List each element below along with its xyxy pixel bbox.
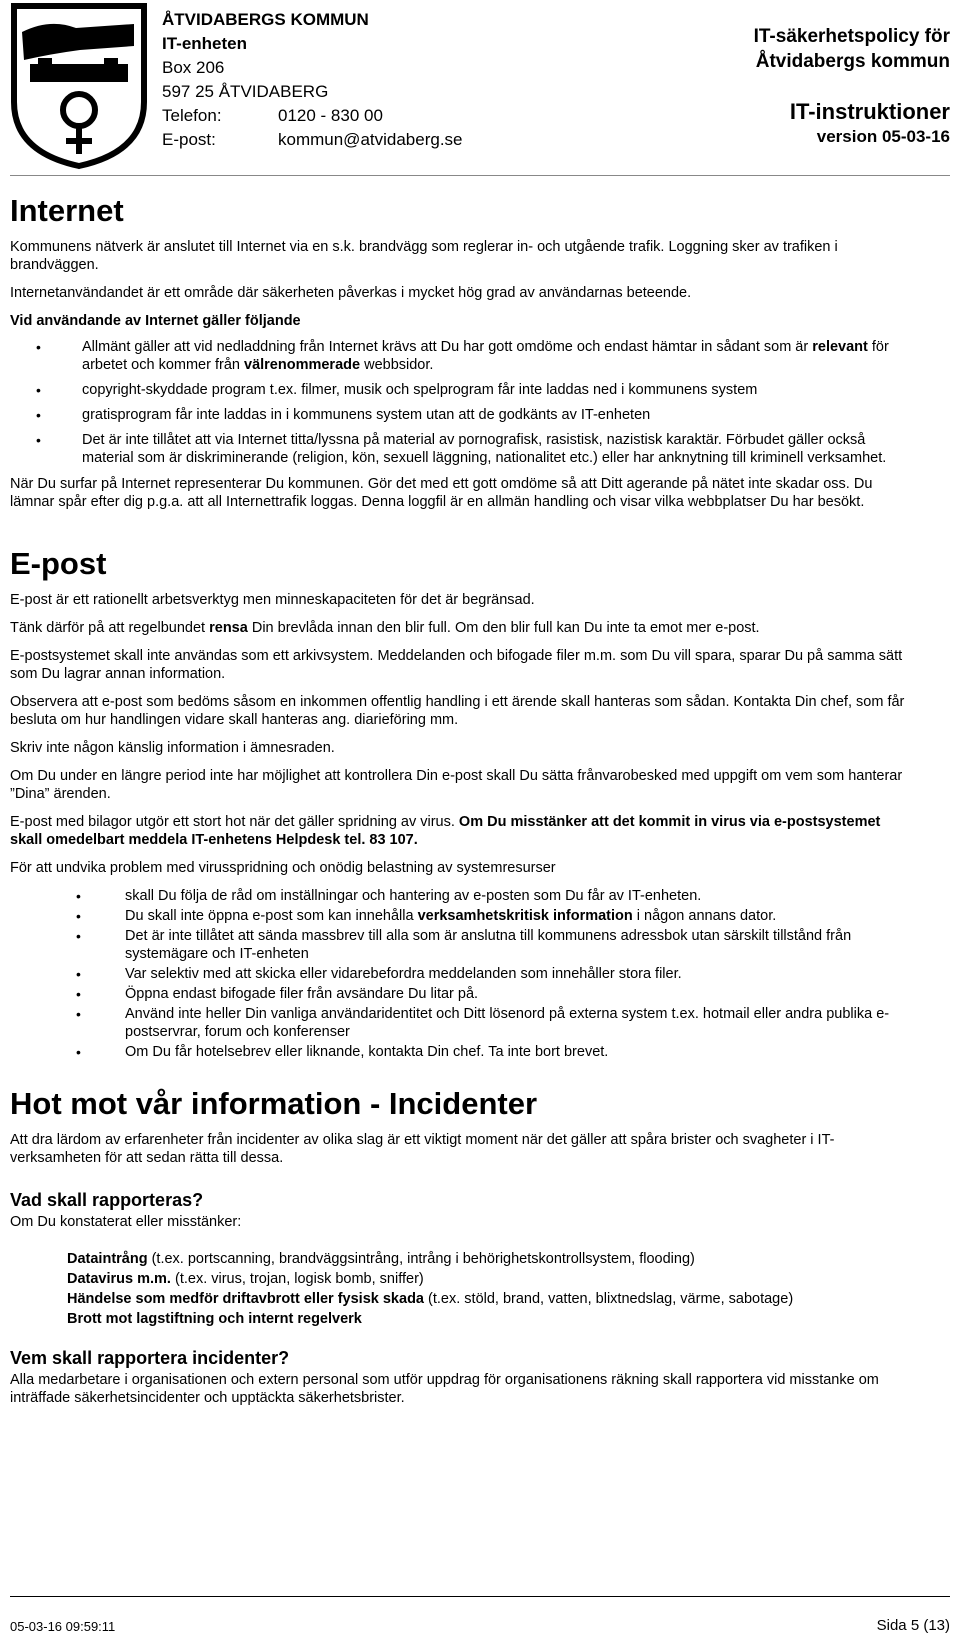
list-item: • Var selektiv med att skicka eller vidarebefordra meddelanden som innehåller stora filer. <box>10 965 910 983</box>
epost-paragraph-3: E-postsystemet skall inte användas som ett arkivsystem. Meddelanden och bifogade filer m.m. som Du vill spara, sparar Du på samma sätt som Du lagrar annan information. <box>10 648 903 682</box>
text-span: Allmänt gäller att vid nedladdning från Internet krävs att Du har gott omdöme och endast hämtar in sådant som är <box>82 339 813 355</box>
list-item <box>10 907 910 925</box>
epost-paragraph-7 <box>10 813 910 849</box>
phone-number: 0120 - 830 00 <box>278 106 383 125</box>
version-text: version 05-03-16 <box>816 127 950 146</box>
list-item: • Det är inte tillåtet att sända massbrev till alla som är anslutna till kommunens adressbok utan särskilt tillstånd från systemägare och IT-enheten <box>10 927 910 963</box>
bold-span: Brott mot lagstiftning och internt regelverk <box>67 1311 362 1327</box>
text-span: E-post med bilagor utgör ett stort hot när det gäller spridning av virus. <box>10 814 459 830</box>
epost-paragraph-4: Observera att e-post som bedöms såsom en inkommen offentlig handling i ett ärende skall hanteras som sådan. Kontakta Din chef, som får besluta om hur handlingen vidare skall hanteras ang. diarieföring mm. <box>10 694 905 728</box>
phone-label: Telefon: <box>162 106 222 125</box>
text-span: i någon annans dator. <box>632 908 777 924</box>
bold-span: Datavirus m.m. <box>67 1271 171 1287</box>
heading-who-reports: Vem skall rapportera incidenter? <box>10 1348 290 1368</box>
postal-address: 597 25 ÅTVIDABERG <box>162 82 329 101</box>
document-body <box>10 192 910 1417</box>
bold-span: relevant <box>812 339 868 355</box>
list-item <box>10 338 910 374</box>
bold-span: välrenommerade <box>244 357 361 373</box>
internet-paragraph-2: Internetanvändandet är ett område där säkerheten påverkas i mycket hög grad av användarnas beteende. <box>10 285 692 301</box>
list-item: • Om Du får hotelsebrev eller liknande, kontakta Din chef. Ta inte bort brevet. <box>10 1043 910 1061</box>
internet-rules-title: Vid användande av Internet gäller följande <box>10 313 301 329</box>
epost-paragraph-2 <box>10 619 910 637</box>
text-span: Din brevlåda innan den blir full. Om den blir full kan Du inte ta emot mer e-post. <box>247 620 760 636</box>
epost-rules-list <box>10 887 910 1061</box>
email-row <box>162 128 463 152</box>
incident-type <box>67 1249 910 1269</box>
incident-type <box>67 1309 910 1329</box>
page-footer <box>10 1596 950 1634</box>
organization-address <box>162 8 463 152</box>
internet-paragraph-3: När Du surfar på Internet representerar Du kommunen. Gör det med ett gott omdöme så att Ditt agerande på nätet inte skadar oss. Du lämnar spår efter dig p.g.a. att all Internettrafik loggas. Denna loggfil är en allmän handling och visar vilka webbplatser Du har besökt. <box>10 476 873 510</box>
list-item: • gratisprogram får inte laddas in i kommunens system utan att de godkänts av IT-enheten <box>10 406 910 424</box>
incidents-paragraph-1: Att dra lärdom av erfarenheter från incidenter av olika slag är ett viktigt moment när det gäller att spåra brister och svagheter i IT-verksamheten för att sedan rätta till dessa. <box>10 1132 835 1166</box>
department: IT-enheten <box>162 34 248 53</box>
list-item: • Använd inte heller Din vanliga användaridentitet och Ditt lösenord på externa system t.ex. hotmail eller andra publika e-postservrar, forum och konferenser <box>10 1005 910 1041</box>
incident-types-list <box>67 1249 910 1329</box>
internet-paragraph-1: Kommunens nätverk är anslutet till Internet via en s.k. brandvägg som reglerar in- och utgående trafik. Loggning sker av trafiken i brandväggen. <box>10 239 838 273</box>
heading-what-to-report: Vad skall rapporteras? <box>10 1190 204 1210</box>
what-to-report-intro: Om Du konstaterat eller misstänker: <box>10 1214 242 1230</box>
internet-rules-list <box>10 338 910 467</box>
heading-epost: E-post <box>10 546 107 581</box>
document-subtitle <box>790 98 950 148</box>
text-span: (t.ex. virus, trojan, logisk bomb, sniffer) <box>170 1271 424 1287</box>
org-name: ÅTVIDABERGS KOMMUN <box>162 10 369 29</box>
email-label: E-post: <box>162 130 216 149</box>
heading-internet: Internet <box>10 193 124 228</box>
document-title-line2: Åtvidabergs kommun <box>755 51 950 72</box>
text-span: (t.ex. portscanning, brandväggsintrång, intrång i behörighetskontrollsystem, flooding) <box>147 1251 695 1267</box>
bold-span: verksamhetskritisk information <box>417 908 633 924</box>
list-item: • copyright-skyddade program t.ex. filmer, musik och spelprogram får inte laddas ned i kommunens system <box>10 381 910 399</box>
list-item: • Öppna endast bifogade filer från avsändare Du litar på. <box>10 985 910 1003</box>
incident-type <box>67 1269 910 1289</box>
list-item: • Det är inte tillåtet att via Internet titta/lyssna på material av pornografisk, rasistisk, nazistisk karaktär. Förbudet gäller också material som är diskriminerande (religion, kön, sexuell läggning, nationalitet etc.) eller har anknytning till kriminell verksamhet. <box>10 431 910 467</box>
header-divider <box>10 175 950 176</box>
email-address[interactable]: kommun@atvidaberg.se <box>278 130 463 149</box>
phone-row <box>162 104 463 128</box>
bold-span: rensa <box>209 620 248 636</box>
bold-span: Dataintrång <box>67 1251 148 1267</box>
postbox: Box 206 <box>162 58 225 77</box>
epost-paragraph-6: Om Du under en längre period inte har möjlighet att kontrollera Din e-post skall Du sätta frånvarobesked med uppgift om vem som hanterar ”Dina” ärenden. <box>10 768 903 802</box>
epost-paragraph-1: E-post är ett rationellt arbetsverktyg men minneskapaciteten för det är begränsad. <box>10 592 535 608</box>
text-span: för arbetet och kommer från <box>82 339 889 373</box>
incident-type <box>67 1289 910 1309</box>
municipal-coat-of-arms-icon <box>10 2 148 170</box>
page-header <box>0 0 960 180</box>
heading-incidents: Hot mot vår information - Incidenter <box>10 1086 538 1121</box>
epost-paragraph-5: Skriv inte någon känslig information i ämnesraden. <box>10 740 335 756</box>
text-span: (t.ex. stöld, brand, vatten, blixtnedslag, värme, sabotage) <box>424 1291 794 1307</box>
text-span: Tänk därför på att regelbundet <box>10 620 210 636</box>
footer-timestamp: 05-03-16 09:59:11 <box>10 1619 116 1634</box>
list-item: • skall Du följa de råd om inställningar och hantering av e-posten som Du får av IT-enheten. <box>10 887 910 905</box>
epost-paragraph-8: För att undvika problem med virusspridning och onödig belastning av systemresurser <box>10 860 556 876</box>
document-title <box>754 24 950 74</box>
text-span: Du skall inte öppna e-post som kan innehålla <box>125 908 418 924</box>
who-reports-paragraph: Alla medarbetare i organisationen och extern personal som utför uppdrag för organisationens räkning skall rapportera vid misstanke om inträffade säkerhetsincidenter och upptäckta säkerhetsbrister. <box>10 1372 879 1406</box>
footer-page-number: Sida 5 (13) <box>876 1617 950 1634</box>
subtitle-text: IT-instruktioner <box>789 99 950 124</box>
bold-span: Om Du misstänker att det kommit in virus via e-postsystemet skall omedelbart meddela IT-enhetens Helpdesk tel. 83 107. <box>10 814 881 848</box>
text-span: webbsidor. <box>360 357 434 373</box>
document-title-line1: IT-säkerhetspolicy för <box>753 26 950 47</box>
bold-span: Händelse som medför driftavbrott eller fysisk skada <box>67 1291 424 1307</box>
